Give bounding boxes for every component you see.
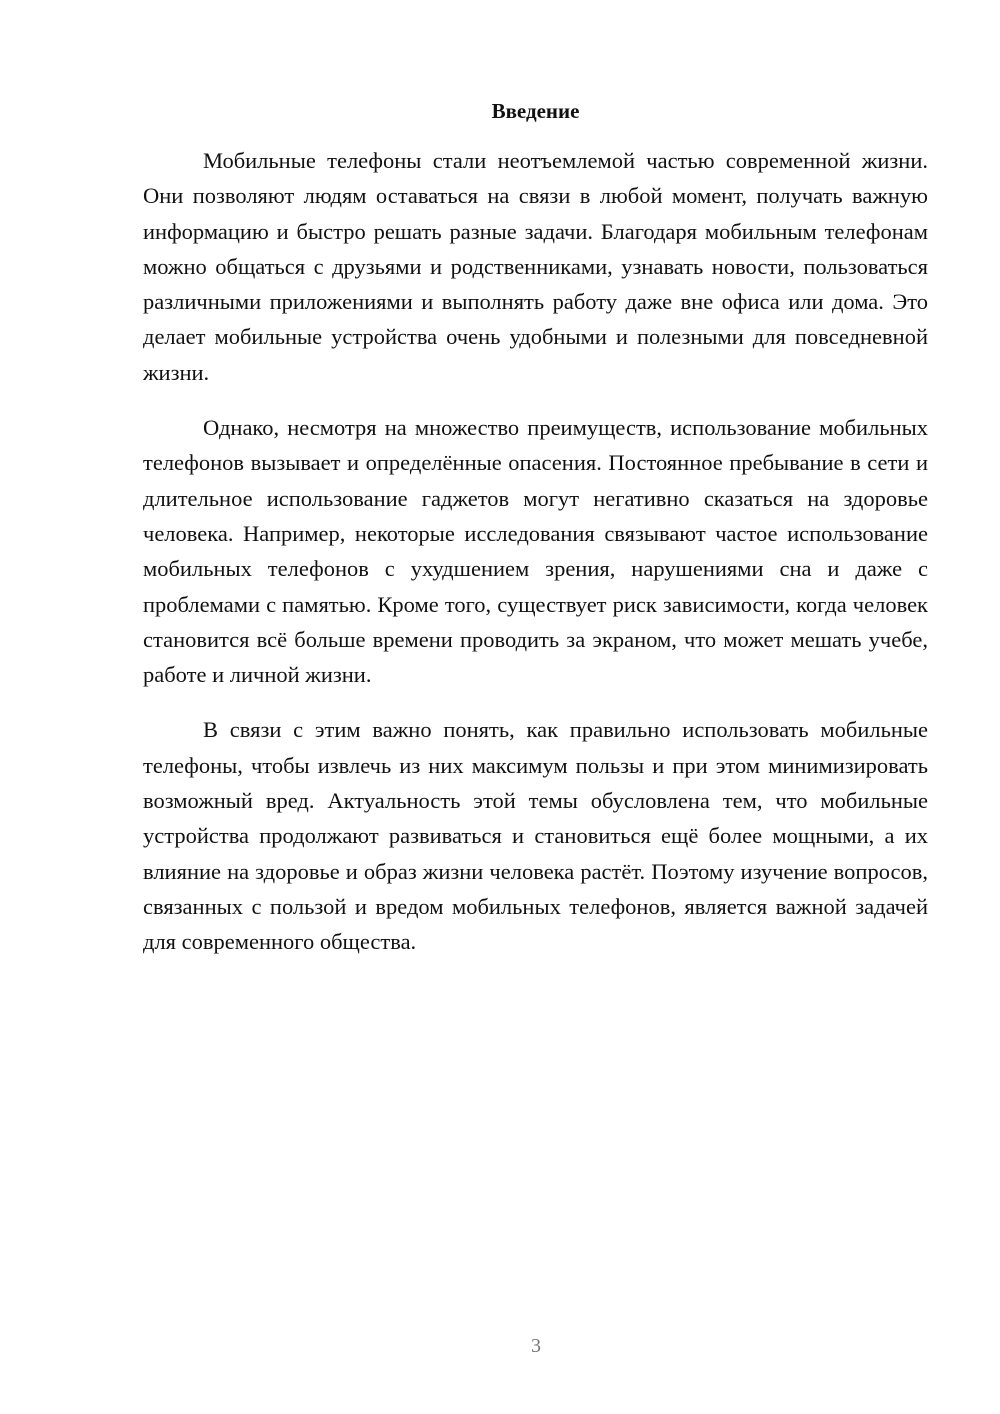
paragraph-3: В связи с этим важно понять, как правильно использовать мобильные телефоны, чтобы извлечь из них максимум пользы и при этом минимизировать возможный вред. Актуальность этой темы обусловлена тем, что мобильные устройства продолжают развиваться и становиться ещё более мощными, а их влияние на здоровье и образ жизни человека растёт. Поэтому изучение вопросов, связанных с пользой и вредом мобильных телефонов, является важной задачей для современного общества.	[143, 717, 928, 955]
paragraph-2: Однако, несмотря на множество преимуществ, использование мобильных телефонов вызывает и определённые опасения. Постоянное пребывание в сети и длительное использование гаджетов могут негативно сказаться на здоровье человека. Например, некоторые исследования связывают частое использование мобильных телефонов с ухудшением зрения, нарушениями сна и даже с проблемами с памятью. Кроме того, существует риск зависимости, когда человек становится всё больше времени проводить за экраном, что может мешать учебе, работе и личной жизни.	[143, 415, 928, 688]
page-number: 3	[531, 1335, 541, 1357]
page-content	[143, 96, 928, 960]
paragraph-1: Мобильные телефоны стали неотъемлемой частью современной жизни. Они позволяют людям оставаться на связи в любой момент, получать важную информацию и быстро решать разные задачи. Благодаря мобильным телефонам можно общаться с друзьями и родственниками, узнавать новости, пользоваться различными приложениями и выполнять работу даже вне офиса или дома. Это делает мобильные устройства очень удобными и полезными для повседневной жизни.	[143, 148, 928, 385]
section-title: Введение	[491, 99, 580, 123]
